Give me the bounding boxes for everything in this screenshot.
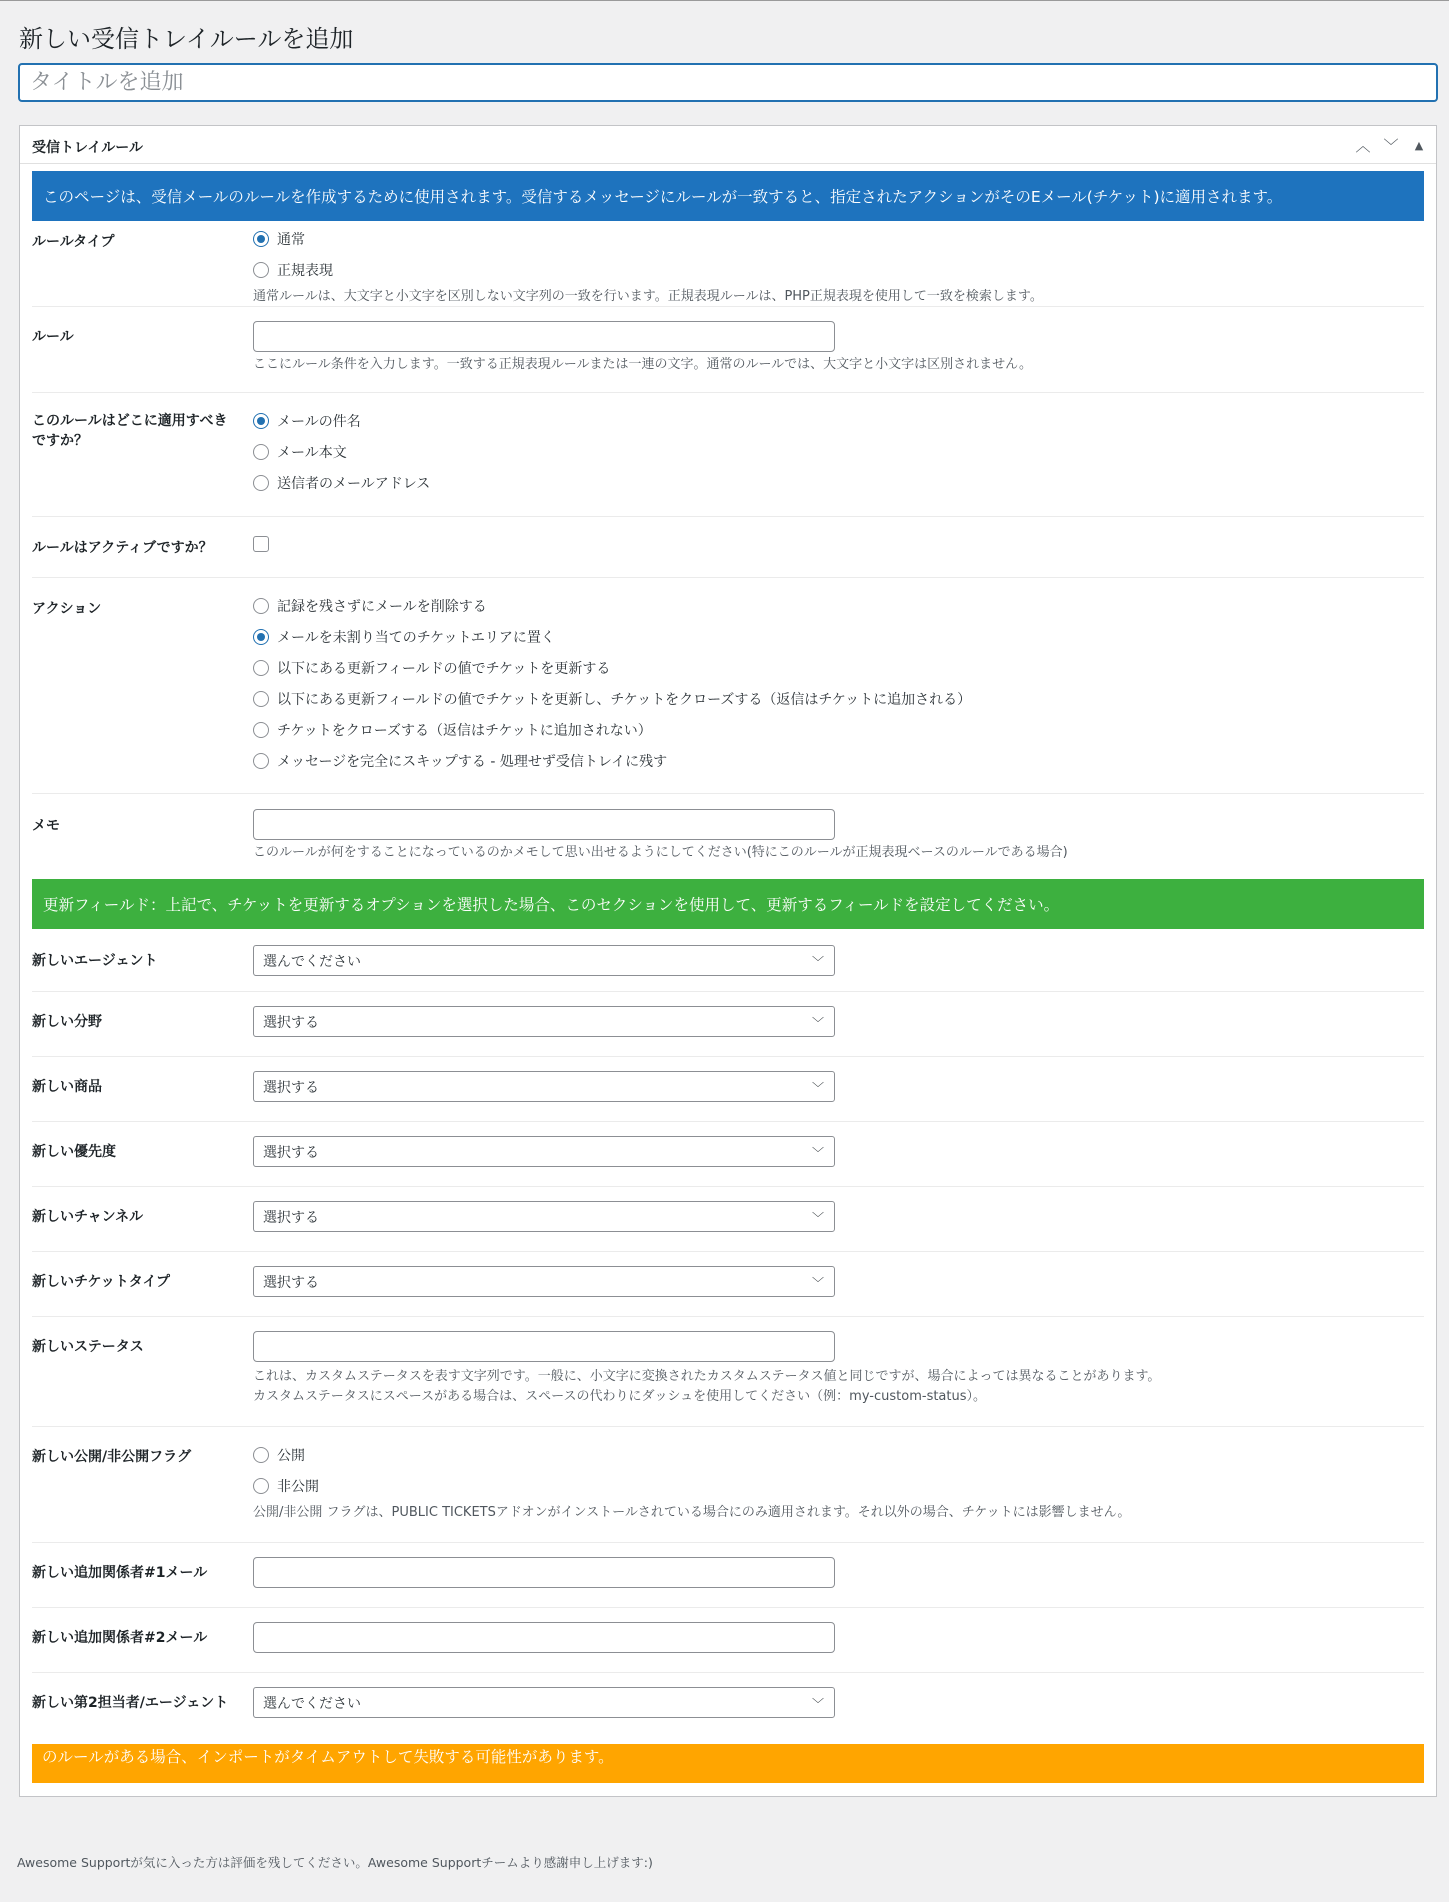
chevron-down-icon: ﹀ (811, 1016, 824, 1030)
row-rule (32, 307, 1424, 393)
apply-option-sender[interactable]: 送信者のメールアドレス (253, 467, 1424, 498)
rule-input[interactable] (253, 321, 835, 352)
action-option-delete[interactable]: 記録を残さずにメールを削除する (253, 590, 1424, 621)
memo-input[interactable] (253, 809, 835, 840)
row-new-dept (32, 992, 1424, 1057)
new-agent-select[interactable]: 選んでください ﹀ (253, 945, 835, 976)
memo-desc: このルールが何をすることになっているのかメモして思い出せるようにしてください(特にこのルールが正規表現ベースのルールである場合) (253, 845, 1068, 860)
rule-desc: ここにルール条件を入力します。一致する正規表現ルールまたは一連の文字。通常のルールでは、大文字と小文字は区別されません。 (253, 357, 1032, 372)
public-flag-desc: 公開/非公開 フラグは、PUBLIC TICKETSアドオンがインストールされている場合にのみ適用されます。それ以外の場合、チケットには影響しません。 (253, 1505, 1131, 1520)
chevron-down-icon: ﹀ (811, 1081, 824, 1095)
new-dept-label: 新しい分野 (32, 1014, 102, 1030)
apply-option-subject[interactable]: メールの件名 (253, 405, 1424, 436)
new-status-label: 新しいステータス (32, 1339, 144, 1355)
new-channel-label: 新しいチャンネル (32, 1209, 144, 1225)
action-option-update-close[interactable]: 以下にある更新フィールドの値でチケットを更新し、チケットをクローズする（返信はチケットに追加される） (253, 683, 1424, 714)
action-option-unassigned[interactable]: メールを未割り当てのチケットエリアに置く (253, 621, 1424, 652)
move-up-icon[interactable]: ︿ (1350, 132, 1376, 158)
box-header (20, 126, 1436, 164)
row-second-agent (32, 1673, 1424, 1733)
chevron-down-icon: ﹀ (811, 955, 824, 969)
second-agent-label: 新しい第2担当者/エージェント (32, 1695, 229, 1711)
row-new-product (32, 1057, 1424, 1122)
new-status-desc-1: これは、カスタムステータスを表す文字列です。一般に、小文字に変換されたカスタムステータス値と同じですが、場合によっては異なることがあります。 (253, 1369, 1161, 1384)
active-checkbox[interactable] (253, 536, 269, 552)
row-rule-type (32, 221, 1424, 307)
row-apply-to (32, 393, 1424, 517)
rule-type-label: ルールタイプ (32, 234, 115, 250)
new-ticket-type-label: 新しいチケットタイプ (32, 1274, 171, 1290)
footer-text: Awesome Supportが気に入った方は評価を残してください。Awesome Supportチームより感謝申し上げます:) (17, 1855, 653, 1870)
public-flag-option-private[interactable]: 非公開 (253, 1470, 1424, 1501)
chevron-down-icon: ﹀ (811, 1697, 824, 1711)
row-new-status (32, 1317, 1424, 1427)
action-option-skip[interactable]: メッセージを完全にスキップする - 処理せず受信トレイに残す (253, 745, 1424, 776)
title-input[interactable] (18, 63, 1438, 102)
action-option-close[interactable]: チケットをクローズする（返信はチケットに追加されない） (253, 714, 1424, 745)
rule-type-desc: 通常ルールは、大文字と小文字を区別しない文字列の一致を行います。正規表現ルールは、PHP正規表現を使用して一致を検索します。 (253, 289, 1043, 304)
public-flag-option-public[interactable]: 公開 (253, 1439, 1424, 1470)
new-ticket-type-select[interactable]: 選択する ﹀ (253, 1266, 835, 1297)
new-priority-select[interactable]: 選択する ﹀ (253, 1136, 835, 1167)
row-public-flag (32, 1427, 1424, 1543)
warning-notice: のルールがある場合、インポートがタイムアウトして失敗する可能性があります。 (32, 1744, 1424, 1783)
chevron-down-icon: ﹀ (811, 1146, 824, 1160)
collapse-toggle-icon[interactable]: ▲ (1406, 132, 1432, 158)
page-title: 新しい受信トレイルールを追加 (19, 25, 354, 53)
radio[interactable] (253, 262, 269, 278)
row-new-channel (32, 1187, 1424, 1252)
memo-label: メモ (32, 818, 60, 834)
update-fields-notice: 更新フィールド：上記で、チケットを更新するオプションを選択した場合、このセクションを使用して、更新するフィールドを設定してください。 (32, 879, 1424, 929)
new-channel-select[interactable]: 選択する ﹀ (253, 1201, 835, 1232)
row-action (32, 578, 1424, 794)
row-stakeholder-1 (32, 1543, 1424, 1608)
box-title: 受信トレイルール (32, 140, 144, 156)
new-product-label: 新しい商品 (32, 1079, 102, 1095)
new-status-desc-2: カスタムステータスにスペースがある場合は、スペースの代わりにダッシュを使用してください（例：my-custom-status）。 (253, 1389, 987, 1404)
chevron-down-icon: ﹀ (811, 1211, 824, 1225)
rule-type-option-regex[interactable]: 正規表現 (253, 254, 1424, 285)
row-active (32, 517, 1424, 578)
stakeholder-1-label: 新しい追加関係者#1メール (32, 1565, 208, 1581)
stakeholder-2-label: 新しい追加関係者#2メール (32, 1630, 208, 1646)
box-inside (20, 171, 1436, 1733)
rule-type-option-normal[interactable]: 通常 (253, 223, 1424, 254)
action-label: アクション (32, 601, 102, 617)
info-notice: このページは、受信メールのルールを作成するために使用されます。受信するメッセージにルールが一致すると、指定されたアクションがそのEメール(チケット)に適用されます。 (32, 171, 1424, 221)
row-memo (32, 794, 1424, 879)
row-new-agent (32, 929, 1424, 992)
active-label: ルールはアクティブですか？ (32, 540, 213, 556)
apply-to-label: このルールはどこに適用すべきですか？ (32, 413, 228, 449)
public-flag-label: 新しい公開/非公開フラグ (32, 1449, 192, 1465)
row-stakeholder-2 (32, 1608, 1424, 1673)
rule-label: ルール (32, 329, 74, 345)
stakeholder-2-input[interactable] (253, 1622, 835, 1653)
new-priority-label: 新しい優先度 (32, 1144, 116, 1160)
inbox-rule-box (19, 125, 1437, 1797)
row-new-priority (32, 1122, 1424, 1187)
apply-option-body[interactable]: メール本文 (253, 436, 1424, 467)
chevron-down-icon: ﹀ (811, 1276, 824, 1290)
handle-actions (1350, 132, 1432, 158)
action-option-update[interactable]: 以下にある更新フィールドの値でチケットを更新する (253, 652, 1424, 683)
new-product-select[interactable]: 選択する ﹀ (253, 1071, 835, 1102)
radio-checked[interactable] (253, 231, 269, 247)
stakeholder-1-input[interactable] (253, 1557, 835, 1588)
move-down-icon[interactable]: ﹀ (1378, 132, 1404, 158)
second-agent-select[interactable]: 選んでください ﹀ (253, 1687, 835, 1718)
new-agent-label: 新しいエージェント (32, 953, 158, 969)
new-status-input[interactable] (253, 1331, 835, 1362)
new-dept-select[interactable]: 選択する ﹀ (253, 1006, 835, 1037)
row-new-ticket-type (32, 1252, 1424, 1317)
